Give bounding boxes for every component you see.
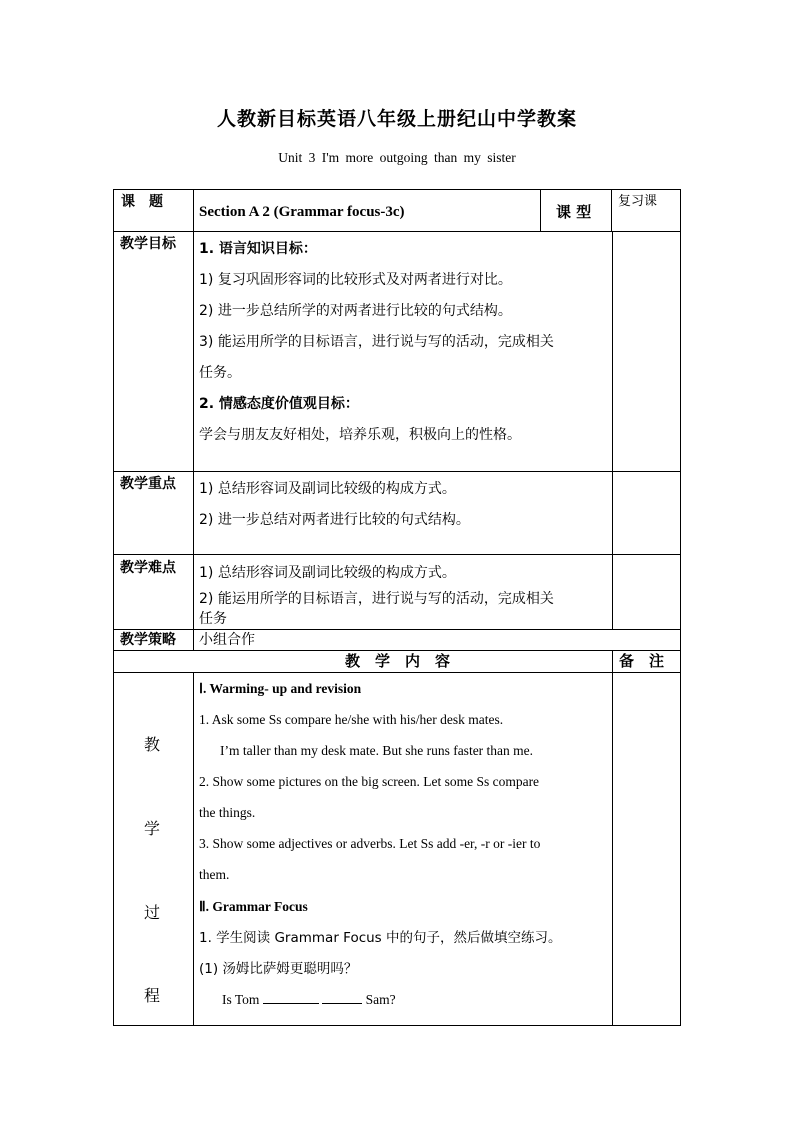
key-points-label: 教学重点 [120,476,176,492]
process-line-9 [222,991,396,1009]
difficulty-1: 1) 总结形容词及副词比较级的构成方式。 [199,565,456,581]
process-line-7: 1. 学生阅读 Grammar Focus 中的句子，然后做填空练习。 [199,930,562,946]
topic-value: Section A 2 (Grammar focus-3c) [199,204,405,220]
type-value: 复习课 [618,194,658,209]
objectives-item-1: 1) 复习巩固形容词的比较形式及对两者进行对比。 [199,272,512,288]
process-line-4: the things. [199,805,256,820]
process-char-4: 程 [144,986,161,1005]
fill-blank-1 [263,991,319,1004]
objectives-heading-1: 1. 语言知识目标： [199,241,317,257]
strategy-value: 小组合作 [199,632,255,648]
content-header: 教 学 内 容 [345,652,451,670]
process-line-2: I’m taller than my desk mate. But she runs faster than me. [220,743,534,758]
key-point-2: 2) 进一步总结对两者进行比较的句式结构。 [199,512,470,528]
notes-header: 备 注 [619,652,665,670]
process-line-1: 1. Ask some Ss compare he/she with his/her desk mates. [199,712,504,727]
process-char-2: 学 [144,819,161,838]
process-char-3: 过 [144,903,161,922]
section-grammar-focus: Ⅱ. Grammar Focus [199,899,308,914]
difficulties-label: 教学难点 [120,560,176,576]
objectives-item-2: 2) 进一步总结所学的对两者进行比较的句式结构。 [199,303,512,319]
objectives-label: 教学目标 [120,236,176,252]
process-char-1: 教 [144,735,161,754]
process-line-6: them. [199,867,230,882]
fill-blank-suffix: Sam? [365,992,396,1007]
section-warming-up: Ⅰ. Warming- up and revision [199,681,362,696]
page-title: 人教新目标英语八年级上册纪山中学教案 [216,108,577,130]
key-point-1: 1) 总结形容词及副词比较级的构成方式。 [199,481,456,497]
process-line-8: (1) 汤姆比萨姆更聪明吗？ [199,961,358,977]
type-label: 课 型 [556,203,592,221]
difficulty-2a: 2) 能运用所学的目标语言，进行说与写的活动，完成相关 [199,591,554,607]
topic-label: 课 题 [121,194,163,210]
fill-blank-2 [322,991,362,1004]
objectives-item-3a: 3) 能运用所学的目标语言，进行说与写的活动，完成相关 [199,334,554,350]
objectives-item-3b: 任务。 [199,365,241,381]
strategy-label: 教学策略 [120,632,176,648]
fill-blank-prefix: Is Tom [222,992,260,1007]
difficulty-2b: 任务 [199,611,227,627]
process-line-5: 3. Show some adjectives or adverbs. Let Ss add -er, -r or -ier to [199,836,541,851]
process-line-3: 2. Show some pictures on the big screen. Let some Ss compare [199,774,540,789]
objectives-heading-2: 2. 情感态度价值观目标： [199,396,359,412]
page-subtitle: Unit 3 I'm more outgoing than my sister [278,150,516,165]
objectives-emotional: 学会与朋友友好相处，培养乐观，积极向上的性格。 [199,427,521,443]
